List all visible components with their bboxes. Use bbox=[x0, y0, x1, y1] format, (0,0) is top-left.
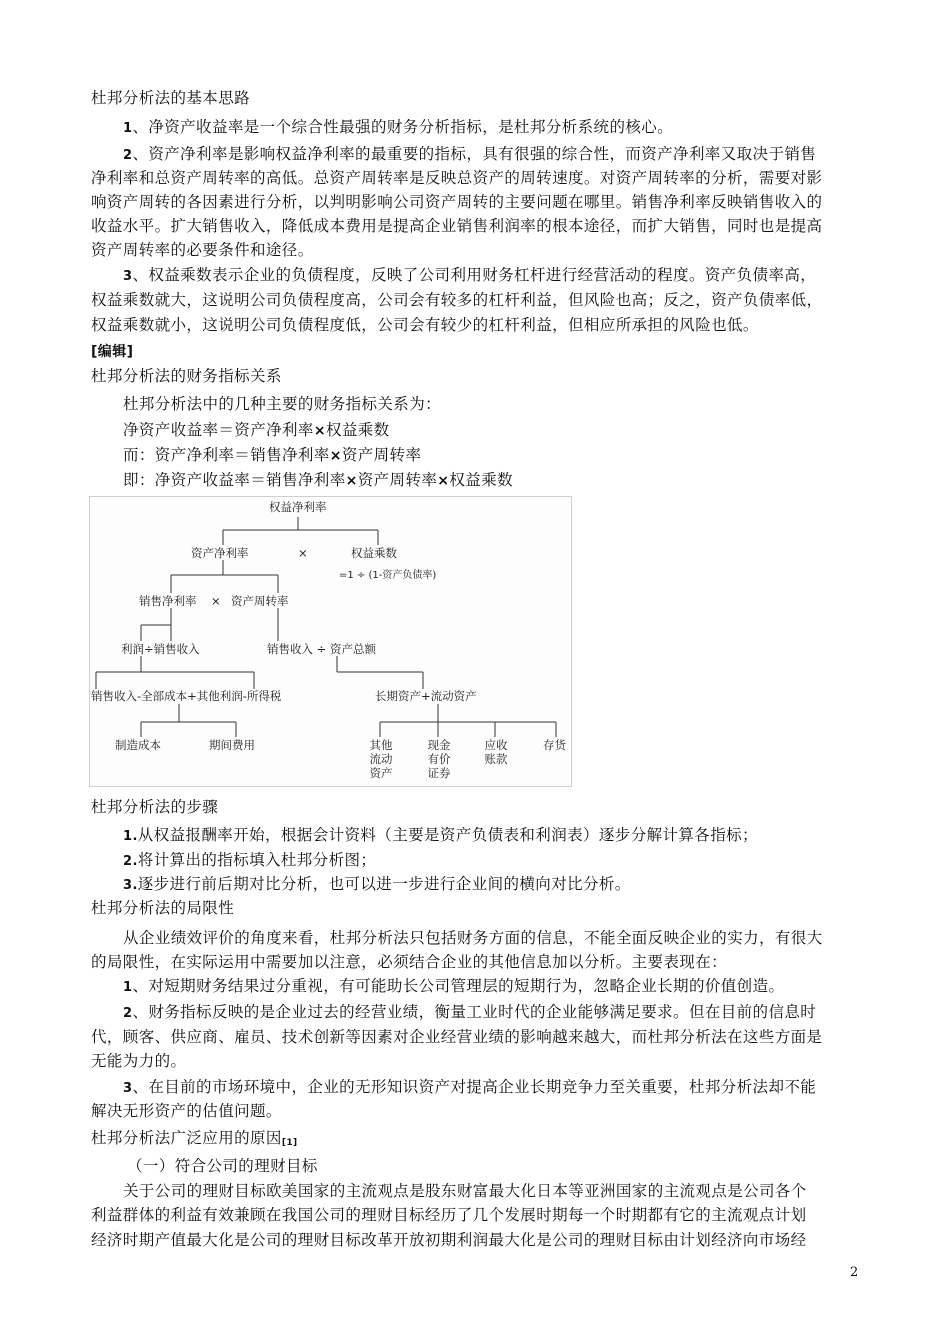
node-root: 权益净利率 bbox=[269, 500, 327, 514]
paragraph-line: 从企业绩效评价的角度来看，杜邦分析法只包括财务方面的信息，不能全面反映企业的实力，有很大 bbox=[123, 929, 823, 947]
node-equity-multiplier: 权益乘数 bbox=[351, 546, 397, 560]
node-inventory: 存货 bbox=[543, 738, 566, 752]
section-title-text: 杜邦分析法广泛应用的原因 bbox=[91, 1129, 282, 1147]
section-title bbox=[91, 1128, 298, 1153]
dupont-diagram bbox=[89, 496, 572, 787]
formula-line: 净资产收益率＝资产净利率×权益乘数 bbox=[123, 421, 390, 439]
line-text: 从权益报酬率开始，根据会计资料（主要是资产负债表和利润表）逐步分解计算各指标； bbox=[137, 826, 758, 844]
node-asset-return: 资产净利率 bbox=[191, 546, 249, 560]
times-symbol: × bbox=[313, 423, 326, 439]
times-symbol: × bbox=[329, 448, 342, 464]
item-number: 2 bbox=[123, 1006, 133, 1021]
paragraph-line: 关于公司的理财目标欧美国家的主流观点是股东财富最大化日本等亚洲国家的主流观点是公司各个 bbox=[123, 1182, 807, 1200]
reference-link[interactable]: [1] bbox=[281, 1138, 298, 1148]
item-number: 2. bbox=[123, 854, 138, 869]
times-symbol: × bbox=[437, 473, 450, 489]
paragraph-line: 权益乘数就大，这说明公司负债程度高，公司会有较多的杠杆利益，但风险也高；反之，资产负债率低， bbox=[91, 291, 823, 309]
node-sales-margin: 销售净利率 bbox=[139, 594, 197, 608]
item-number: 3 bbox=[123, 1081, 133, 1096]
edit-link[interactable]: [编辑] bbox=[91, 344, 134, 360]
paragraph-line: 利益群体的利益有效兼顾在我国公司的理财目标经历了几个发展时期每一个时期都有它的主流观点计划 bbox=[91, 1206, 807, 1224]
node-asset-turnover: 资产周转率 bbox=[231, 594, 289, 608]
node-net-profit-components: 销售收入-全部成本+其他利润-所得税 bbox=[91, 689, 282, 703]
node-equity-multiplier-formula: =1 ÷ (1-资产负债率) bbox=[339, 570, 437, 581]
section-title: 杜邦分析法的财务指标关系 bbox=[91, 367, 282, 385]
step-line bbox=[123, 850, 376, 872]
item-number: 3 bbox=[123, 269, 133, 284]
paragraph-line: 无能为力的。 bbox=[91, 1052, 187, 1070]
paragraph-line: 资产周转率的必要条件和途径。 bbox=[91, 241, 314, 259]
subsection-title: （一）符合公司的理财目标 bbox=[127, 1157, 318, 1175]
item-number: 2 bbox=[123, 148, 133, 163]
node-other-current-assets: 其他 流动 资产 bbox=[367, 738, 395, 780]
paragraph-line bbox=[123, 1077, 816, 1099]
paragraph-line: 解决无形资产的估值问题。 bbox=[91, 1102, 282, 1120]
paragraph-line bbox=[123, 144, 816, 166]
page-number: 2 bbox=[850, 1265, 859, 1280]
line-text: 、净资产收益率是一个综合性最强的财务分析指标，是杜邦分析系统的核心。 bbox=[132, 118, 674, 136]
item-number: 3. bbox=[123, 878, 138, 893]
paragraph-line: 的局限性，在实际运用中需要加以注意，必须结合企业的其他信息加以分析。主要表现在： bbox=[91, 953, 728, 971]
node-sales-over-assets: 销售收入 ÷ 资产总额 bbox=[267, 642, 376, 656]
item-number: 1 bbox=[123, 980, 133, 995]
paragraph-line: 净利率和总资产周转率的高低。总资产周转率是反映总资产的周转速度。对资产周转率的分析，需要对影 bbox=[91, 169, 823, 187]
formula-line: 即：净资产收益率＝销售净利率×资产周转率×权益乘数 bbox=[123, 471, 514, 489]
section-title: 杜邦分析法的基本思路 bbox=[91, 89, 251, 107]
node-profit-over-sales: 利润÷销售收入 bbox=[121, 642, 200, 656]
paragraph-line bbox=[123, 1002, 816, 1024]
formula-line: 而：资产净利率＝销售净利率×资产周转率 bbox=[123, 446, 422, 464]
line-text: 、财务指标反映的是企业过去的经营业绩，衡量工业时代的企业能够满足要求。但在目前的信息时 bbox=[132, 1003, 817, 1021]
node-period-expense: 期间费用 bbox=[209, 738, 255, 752]
line-text: 、在目前的市场环境中，企业的无形知识资产对提高企业长期竞争力至关重要，杜邦分析法却不能 bbox=[132, 1078, 817, 1096]
paragraph-line: 响资产周转的各因素进行分析，以判明影响公司资产周转的主要问题在哪里。销售净利率反映销售收入的 bbox=[91, 193, 823, 211]
step-line bbox=[123, 874, 631, 896]
node-receivables: 应收 账款 bbox=[482, 738, 510, 766]
node-manufacturing-cost: 制造成本 bbox=[115, 738, 161, 752]
paragraph-line: 代，顾客、供应商、雇员、技术创新等因素对企业经营业绩的影响越来越大，而杜邦分析法在这些方面是 bbox=[91, 1028, 823, 1046]
step-line bbox=[123, 825, 758, 847]
paragraph-line: 收益水平。扩大销售收入，降低成本费用是提高企业销售利润率的根本途径，而扩大销售，同时也是提高 bbox=[91, 217, 823, 235]
paragraph-line bbox=[123, 976, 784, 998]
line-text: 、对短期财务结果过分重视，有可能助长公司管理层的短期行为，忽略企业长期的价值创造。 bbox=[132, 977, 785, 995]
line-text: 逐步进行前后期对比分析，也可以进一步进行企业间的横向对比分析。 bbox=[137, 875, 631, 893]
line-text: 、权益乘数表示企业的负债程度，反映了公司利用财务杠杆进行经营活动的程度。资产负债率高， bbox=[132, 266, 817, 284]
line-text: 将计算出的指标填入杜邦分析图； bbox=[137, 851, 377, 869]
line-text: 、资产净利率是影响权益净利率的最重要的指标，具有很强的综合性，而资产净利率又取决于销售 bbox=[132, 145, 817, 163]
section-title: 杜邦分析法的步骤 bbox=[91, 798, 219, 816]
paragraph-line: 经济时期产值最大化是公司的理财目标改革开放初期利润最大化是公司的理财目标由计划经济向市场经 bbox=[91, 1231, 807, 1249]
paragraph-line bbox=[123, 117, 673, 139]
node-total-assets-components: 长期资产+流动资产 bbox=[375, 689, 477, 703]
formula-line: 杜邦分析法中的几种主要的财务指标关系为： bbox=[123, 395, 442, 413]
node-cash-securities: 现金 有价 证券 bbox=[425, 738, 453, 780]
paragraph-line: 权益乘数就小，这说明公司负债程度低，公司会有较少的杠杆利益，但相应所承担的风险也低。 bbox=[91, 316, 759, 334]
times-symbol: × bbox=[345, 473, 358, 489]
paragraph-line bbox=[123, 265, 816, 287]
times-symbol: × bbox=[211, 594, 221, 608]
times-symbol: × bbox=[298, 546, 308, 560]
item-number: 1 bbox=[123, 121, 133, 136]
item-number: 1. bbox=[123, 829, 138, 844]
section-title: 杜邦分析法的局限性 bbox=[91, 899, 235, 917]
